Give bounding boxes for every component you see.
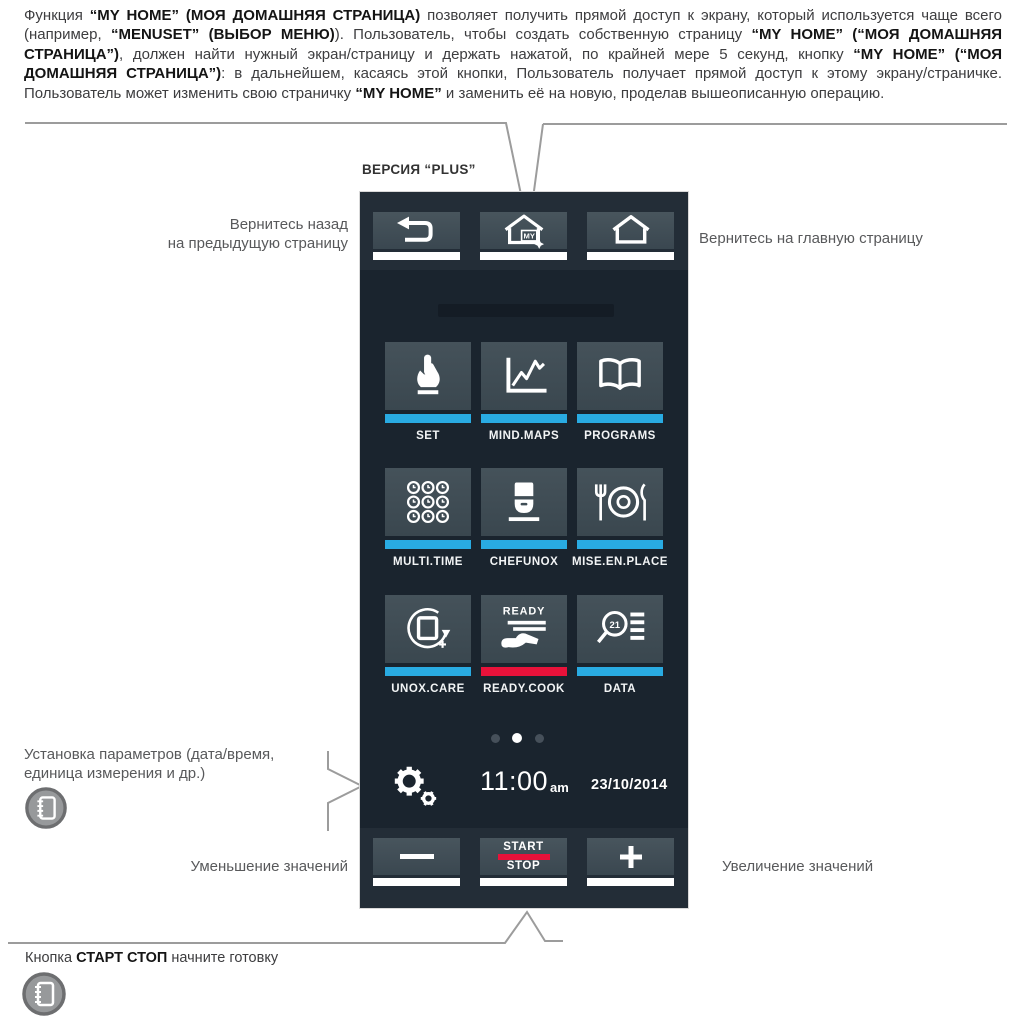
tile-label: MISE.EN.PLACE: [572, 556, 668, 568]
tile-bar: [481, 540, 567, 549]
tile-label: SET: [416, 430, 440, 442]
minus-icon: [400, 854, 434, 859]
svg-text:21: 21: [609, 620, 621, 632]
tile-set[interactable]: [385, 342, 490, 442]
start-label: START: [503, 840, 544, 853]
tile-unox-care[interactable]: [385, 595, 490, 695]
svg-text:READY: READY: [502, 605, 546, 618]
plus-underline: [587, 878, 674, 886]
tile-bar: [577, 414, 663, 423]
tile-bar: [385, 414, 471, 423]
version-label: ВЕРСИЯ “PLUS”: [362, 162, 476, 177]
home-button[interactable]: [587, 212, 674, 249]
annotation-start-stop: Кнопка СТАРТ СТОП начните готовку: [25, 950, 279, 966]
touch-hand-icon: [385, 342, 471, 410]
tile-bar: [481, 667, 567, 676]
manual-badge-icon: [24, 786, 68, 830]
clock-time: 11:00: [480, 766, 549, 796]
tile-label: PROGRAMS: [584, 430, 656, 442]
minus-underline: [373, 878, 460, 886]
my-home-icon: [500, 212, 548, 249]
tile-data[interactable]: [577, 595, 682, 695]
annotation-back: Вернитесь назад на предыдущую страницу: [167, 216, 348, 252]
magnifier-list-icon: [577, 595, 663, 663]
back-button[interactable]: [373, 212, 460, 249]
tile-programs[interactable]: [577, 342, 682, 442]
svg-text:MY: MY: [523, 231, 535, 241]
clock-meridiem: am: [550, 780, 569, 795]
annotation-increase: Увеличение значений: [722, 858, 874, 875]
home-icon: [608, 213, 654, 248]
date-display: 23/10/2014: [591, 777, 668, 793]
ghost-text: [438, 304, 614, 317]
annotation-settings: Установка параметров (дата/время, единица измерения и др.): [24, 746, 275, 782]
start-stop-bar: [498, 854, 550, 860]
my-home-button[interactable]: [480, 212, 567, 249]
annotation-decrease: Уменьшение значений: [190, 858, 348, 875]
tile-label: DATA: [603, 683, 637, 695]
tile-bar: [577, 540, 663, 549]
page-dot-active[interactable]: [512, 733, 522, 743]
tile-label: CHEFUNOX: [489, 556, 559, 568]
back-icon: [394, 215, 440, 247]
open-book-icon: [577, 342, 663, 410]
tile-bar: [577, 667, 663, 676]
plus-button[interactable]: [587, 838, 674, 875]
settings-gear-icon[interactable]: [390, 760, 440, 810]
page-dots: [491, 730, 544, 748]
minus-button[interactable]: [373, 838, 460, 875]
ready-hand-icon: [481, 595, 567, 663]
tile-mise-en-place[interactable]: [572, 468, 682, 568]
plate-cutlery-icon: [577, 468, 663, 536]
oven-touchscreen: [360, 192, 688, 908]
intro-paragraph: Функция “MY HOME” (МОЯ ДОМАШНЯЯ СТРАНИЦА) позволяет получить прямой доступ к экрану, который используется чаще всего (например, “MENUSET” (ВЫБОР МЕНЮ)). Пользователь, чтобы создать собственную страницу “MY HOME” (“МОЯ ДОМАШНЯЯ СТРАНИЦА”), должен найти нужный экран/страницу и держать нажатой, по крайней мере 5 секунд, кнопку “MY HOME” (“МОЯ ДОМАШНЯЯ СТРАНИЦА”): в дальнейшем, касаясь этой кнопки, Пользователь получает прямой доступ к этому экрану/страничке. Пользователь может изменить свою страничку “MY HOME” и заменить её на новую, проделав вышеописанную операцию.: [24, 7, 1003, 102]
tile-bar: [481, 414, 567, 423]
tile-bar: [385, 540, 471, 549]
back-underline: [373, 252, 460, 260]
home-underline: [587, 252, 674, 260]
tile-ready-cook[interactable]: [481, 595, 586, 695]
annotation-home: Вернитесь на главную страницу: [699, 230, 923, 247]
refresh-square-icon: [385, 595, 471, 663]
tile-multi-time[interactable]: [385, 468, 490, 568]
tile-label: UNOX.CARE: [391, 683, 465, 695]
tile-label: MIND.MAPS: [488, 430, 560, 442]
multi-clocks-icon: [385, 468, 471, 536]
chart-icon: [481, 342, 567, 410]
tile-chefunox[interactable]: [481, 468, 586, 568]
page-dot[interactable]: [535, 734, 544, 743]
start-stop-button[interactable]: [480, 838, 567, 875]
stop-label: STOP: [506, 859, 541, 872]
tile-label: READY.COOK: [483, 683, 565, 695]
tile-label: MULTI.TIME: [393, 556, 463, 568]
tile-mind-maps[interactable]: [481, 342, 586, 442]
manual-badge-icon: [21, 971, 67, 1017]
page-dot[interactable]: [491, 734, 500, 743]
chef-icon: [481, 468, 567, 536]
plus-icon: [618, 844, 644, 870]
my-home-underline: [480, 252, 567, 260]
tile-bar: [385, 667, 471, 676]
start-stop-underline: [480, 878, 567, 886]
